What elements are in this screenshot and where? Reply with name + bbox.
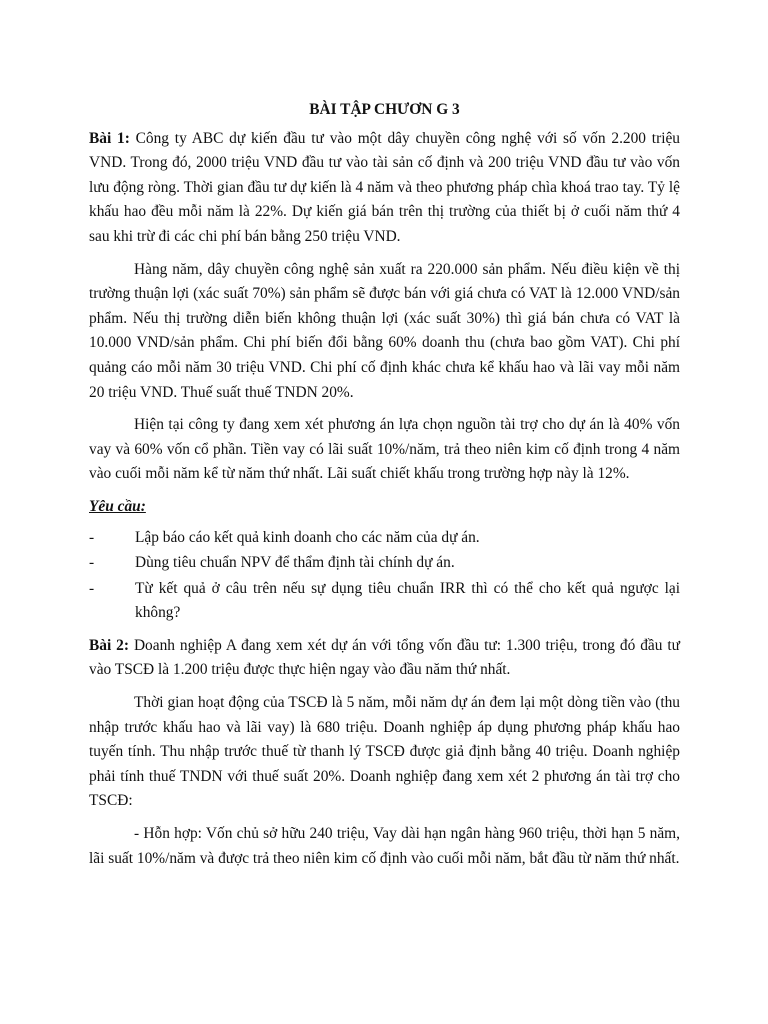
requirement-item [89, 526, 680, 551]
requirement-text: Từ kết quả ở câu trên nếu sự dụng tiêu chuẩn IRR thì có thể cho kết quả ngược lại không? [135, 579, 680, 622]
document-title: BÀI TẬP CHƯƠN G 3 [309, 101, 460, 118]
requirements-heading: Yêu cầu: [89, 497, 146, 515]
document-page [89, 98, 680, 879]
bai1-paragraph-3: Hiện tại công ty đang xem xét phương án lựa chọn nguồn tài trợ cho dự án là 40% vốn vay và 60% vốn cổ phần. Tiền vay có lãi suất 10%/năm, trả theo niên kim cố định trong 4 năm vào cuối mỗi năm kể từ năm thứ nhất. Lãi suất chiết khấu trong trường hợp này là 12%. [89, 416, 680, 483]
bai2-paragraph-2: Thời gian hoạt động của TSCĐ là 5 năm, mỗi năm dự án đem lại một dòng tiền vào (thu nhập trước khấu hao và lãi vay) là 680 triệu. Doanh nghiệp áp dụng phương pháp khấu hao tuyến tính. Thu nhập trước thuế từ thanh lý TSCĐ được giả định bằng 40 triệu. Doanh nghiệp phải tính thuế TNDN với thuế suất 20%. Doanh nghiệp đang xem xét 2 phương án tài trợ cho TSCĐ: [89, 694, 680, 810]
bai2-paragraph-1 [89, 634, 680, 683]
bai1-paragraph-2: Hàng năm, dây chuyền công nghệ sản xuất ra 220.000 sản phẩm. Nếu điều kiện về thị trường thuận lợi (xác suất 70%) sản phẩm sẽ được bán với giá chưa có VAT là 12.000 VND/sản phẩm. Nếu thị trường diễn biến không thuận lợi (xác suất 30%) thì giá bán chưa có VAT là 10.000 VND/sản phẩm. Chi phí biến đổi bằng 60% doanh thu (chưa bao gồm VAT). Chi phí quảng cáo mỗi năm 30 triệu VND. Chi phí cố định khác chưa kể khấu hao và lãi vay mỗi năm 20 triệu VND. Thuế suất thuế TNDN 20%. [89, 260, 680, 401]
list-dash: - [89, 554, 95, 572]
list-dash: - [89, 579, 95, 597]
requirements-list [89, 526, 680, 626]
bai2-label: Bài 2: [89, 636, 129, 654]
bai1-text-1: Công ty ABC dự kiến đầu tư vào một dây chuyền công nghệ với số vốn 2.200 triệu VND. Trong đó, 2000 triệu VND đầu tư vào tài sản cố định và 200 triệu VND đầu tư vào vốn lưu động ròng. Thời gian đầu tư dự kiến là 4 năm và theo phương pháp chìa khoá trao tay. Tỷ lệ khấu hao đều mỗi năm là 22%. Dự kiến giá bán trên thị trường của thiết bị ở cuối năm thứ 4 sau khi trừ đi các chi phí bán bằng 250 triệu VND. [89, 129, 680, 245]
bai2-text-1: Doanh nghiệp A đang xem xét dự án với tổng vốn đầu tư: 1.300 triệu, trong đó đầu tư vào TSCĐ là 1.200 triệu được thực hiện ngay vào đầu năm thứ nhất. [89, 636, 680, 679]
requirement-text: Lập báo cáo kết quả kinh doanh cho các năm của dự án. [135, 528, 480, 546]
bai1-label: Bài 1: [89, 129, 130, 147]
bai1-paragraph-1 [89, 127, 680, 250]
requirement-text: Dùng tiêu chuẩn NPV để thẩm định tài chính dự án. [135, 554, 455, 572]
requirement-item [89, 551, 680, 576]
bai2-paragraph-3: - Hỗn hợp: Vốn chủ sở hữu 240 triệu, Vay dài hạn ngân hàng 960 triệu, thời hạn 5 năm, lãi suất 10%/năm và được trả theo niên kim cố định vào cuối mỗi năm, bắt đầu từ năm thứ nhất. [89, 825, 680, 867]
requirement-item [89, 577, 680, 626]
list-dash: - [89, 528, 95, 546]
